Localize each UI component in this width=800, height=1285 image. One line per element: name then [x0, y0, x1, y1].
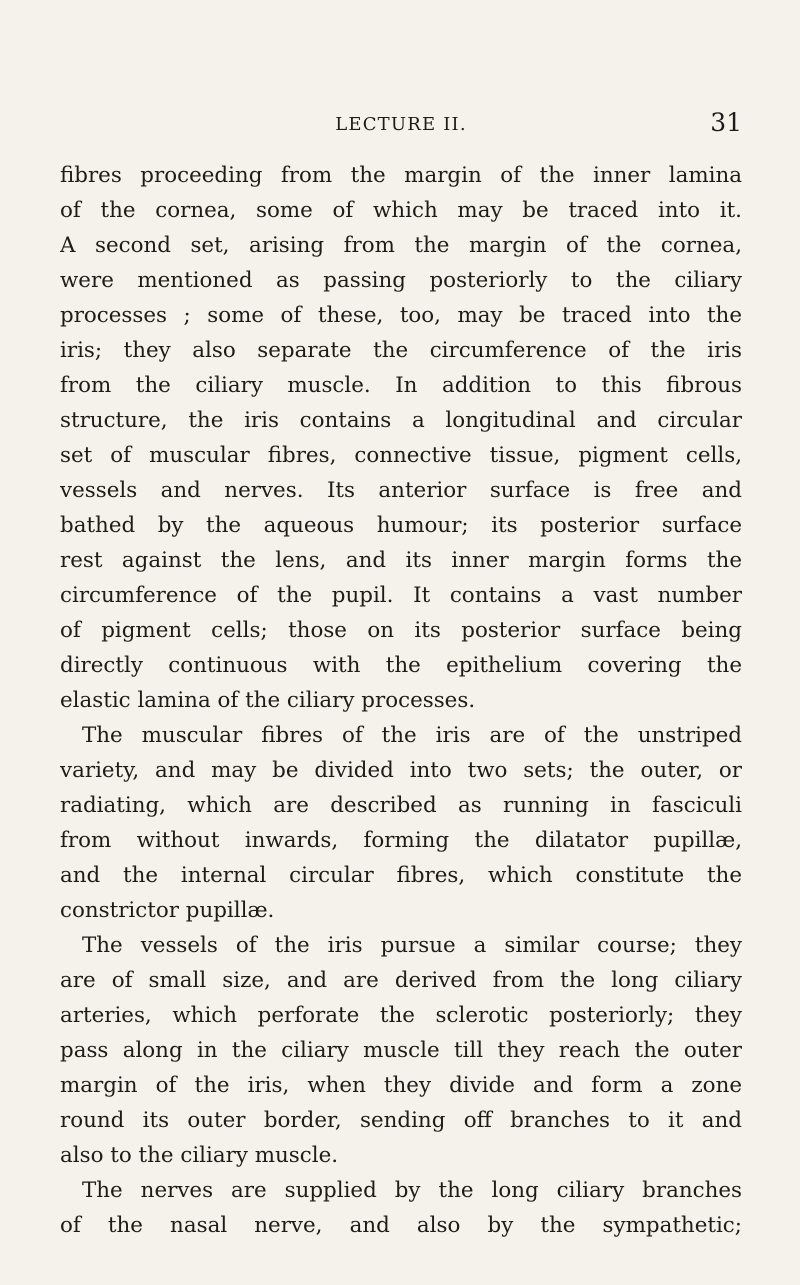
text-line: are of small size, and are derived from the long ciliary: [60, 968, 742, 993]
text-line: of pigment cells; those on its posterior surface being: [60, 618, 742, 643]
text-line: round its outer border, sending off branches to it and: [60, 1108, 742, 1133]
page-header: [60, 108, 742, 142]
running-head: LECTURE II.: [335, 114, 467, 135]
text-line: were mentioned as passing posteriorly to the ciliary: [60, 268, 742, 293]
text-line: set of muscular fibres, connective tissue, pigment cells,: [60, 443, 742, 468]
text-line: processes ; some of these, too, may be traced into the: [60, 303, 742, 328]
text-line: pass along in the ciliary muscle till they reach the outer: [60, 1038, 742, 1063]
text-line: fibres proceeding from the margin of the inner lamina: [60, 163, 742, 188]
text-line: structure, the iris contains a longitudinal and circular: [60, 408, 742, 433]
text-line: directly continuous with the epithelium covering the: [60, 653, 742, 678]
text-line: of the nasal nerve, and also by the sympathetic;: [60, 1213, 742, 1238]
text-line: from without inwards, forming the dilatator pupillæ,: [60, 828, 742, 853]
text-line: also to the ciliary muscle.: [60, 1143, 339, 1168]
text-line: iris; they also separate the circumference of the iris: [60, 338, 742, 363]
text-line: The muscular fibres of the iris are of the unstriped: [82, 723, 742, 748]
text-line: bathed by the aqueous humour; its posterior surface: [60, 513, 742, 538]
text-line: A second set, arising from the margin of the cornea,: [60, 233, 742, 258]
text-line: circumference of the pupil. It contains a vast number: [60, 583, 742, 608]
text-line: The vessels of the iris pursue a similar course; they: [82, 933, 742, 958]
text-line: radiating, which are described as running in fasciculi: [60, 793, 742, 818]
text-line: arteries, which perforate the sclerotic posteriorly; they: [60, 1003, 742, 1028]
body-text: [60, 158, 742, 1243]
text-line: margin of the iris, when they divide and form a zone: [60, 1073, 742, 1098]
text-line: rest against the lens, and its inner margin forms the: [60, 548, 742, 573]
text-line: and the internal circular fibres, which constitute the: [60, 863, 742, 888]
text-line: variety, and may be divided into two sets; the outer, or: [60, 758, 742, 783]
text-line: of the cornea, some of which may be traced into it.: [60, 198, 742, 223]
text-line: from the ciliary muscle. In addition to this fibrous: [60, 373, 742, 398]
text-line: constrictor pupillæ.: [60, 898, 275, 923]
text-line: The nerves are supplied by the long ciliary branches: [82, 1178, 742, 1203]
page-number: 31: [710, 108, 742, 137]
text-line: elastic lamina of the ciliary processes.: [60, 688, 476, 713]
text-line: vessels and nerves. Its anterior surface is free and: [60, 478, 742, 503]
